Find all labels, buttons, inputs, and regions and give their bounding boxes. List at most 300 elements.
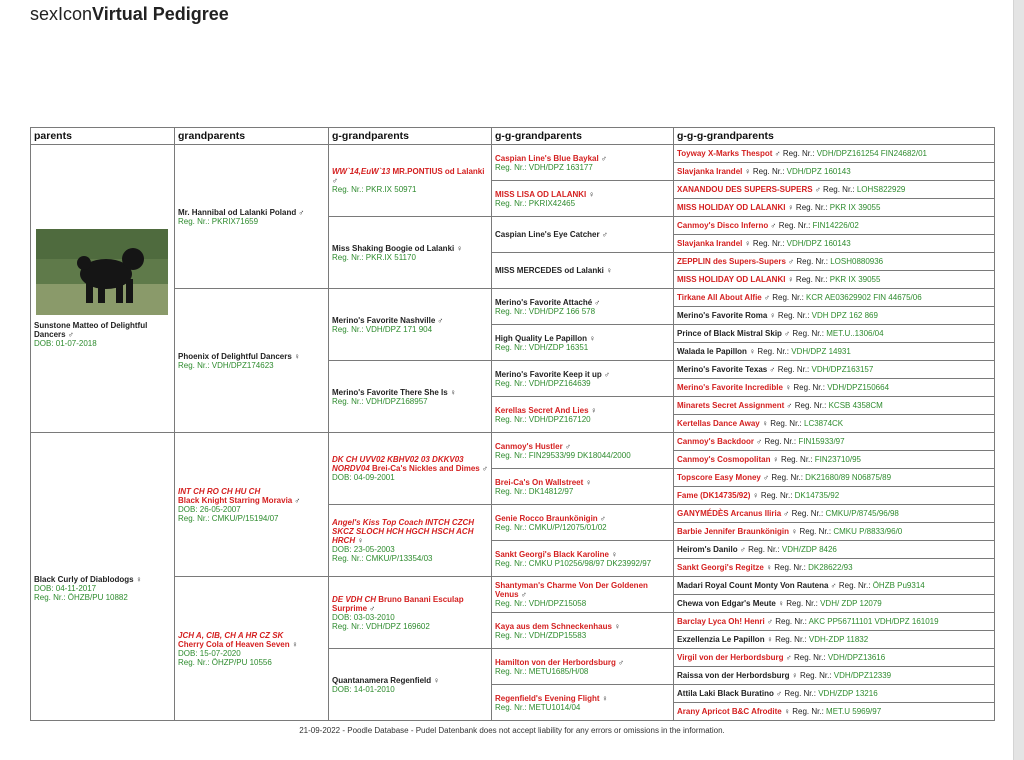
reg-value: AKC PP56711101 VDH/DPZ 161019 — [808, 617, 939, 626]
reg-number: Reg. Nr.: VDH/DPZ164639 — [495, 378, 591, 388]
reg-value: VDH/DPZ12339 — [833, 671, 892, 680]
g-g-g-grandparent-cell — [674, 415, 995, 433]
g-g-g-grandparent-name[interactable]: Slavjanka Irandel — [677, 239, 743, 248]
grandparent-name[interactable]: Mr. Hannibal od Lalanki Poland — [178, 207, 297, 217]
g-g-g-grandparent-name[interactable]: Heirom's Danilo — [677, 545, 738, 554]
reg-number: Reg. Nr.: CMKU P10256/98/97 DK23992/97 — [495, 558, 652, 568]
g-g-g-grandparent-name[interactable]: Merino's Favorite Roma — [677, 311, 768, 320]
sex-symbol: ♂ — [770, 221, 777, 230]
reg-number — [775, 635, 868, 644]
reg-number: Reg. Nr.: DK14812/97 — [495, 486, 574, 496]
sex-symbol: ♀ — [787, 275, 794, 284]
reg-value: PKR IX 39055 — [829, 203, 881, 212]
grandparent-cell-sd — [175, 289, 329, 433]
reg-number: Reg. Nr.: VDH/ZDP 16351 — [495, 342, 589, 352]
g-grandparent-name[interactable]: Bruno Banani Esculap Surprime — [332, 594, 464, 613]
reg-value: VDH/DPZ 160143 — [786, 167, 851, 176]
reg-number: Reg. Nr.: CMKU/P/15194/07 — [178, 513, 279, 523]
g-g-g-grandparent-name[interactable]: Sankt Georgi's Regitze — [677, 563, 764, 572]
pedigree-row — [31, 289, 995, 307]
g-g-grandparent-cell — [492, 505, 674, 541]
g-g-g-grandparent-cell — [674, 271, 995, 289]
g-g-g-grandparent-name[interactable]: Virgil von der Herbordsburg — [677, 653, 784, 662]
reg-number: Reg. Nr.: PKRIX71659 — [178, 216, 259, 226]
reg-number: Reg. Nr.: VDH/DPZ 163177 — [495, 162, 593, 172]
sex-symbol: ♂ — [564, 441, 571, 451]
dog-photo — [36, 229, 168, 315]
g-g-g-grandparent-cell — [674, 307, 995, 325]
g-grandparent-name[interactable]: MR.PONTIUS od Lalanki — [392, 167, 485, 176]
col-header-grandparents: grandparents — [175, 128, 329, 145]
reg-number: Reg. Nr.: VDH/DPZ168957 — [332, 396, 428, 406]
g-g-g-grandparent-name[interactable]: Canmoy's Backdoor — [677, 437, 755, 446]
brand-title — [30, 4, 229, 25]
title-text: JCH A, CIB, CH A HR CZ SK — [178, 630, 284, 640]
grandparent-cell-ss — [175, 145, 329, 289]
sex-symbol: ♂ — [769, 365, 776, 374]
g-grandparent-cell — [329, 217, 492, 289]
sex-symbol: ♂ — [785, 653, 792, 662]
g-g-grandparent-cell — [492, 361, 674, 397]
g-g-g-grandparent-name[interactable]: Barbie Jennifer Braunkönigin — [677, 527, 790, 536]
reg-value: KCR AE03629902 FIN 44675/06 — [806, 293, 922, 302]
g-g-g-grandparent-cell — [674, 649, 995, 667]
dob-text: DOB: 04-11-2017 — [34, 584, 97, 593]
g-g-grandparent-name[interactable]: MISS LISA OD LALANKI — [495, 189, 587, 199]
reg-label: Reg. Nr.: — [777, 311, 810, 320]
g-g-grandparent-name[interactable]: Canmoy's Hustler — [495, 441, 563, 451]
reg-value: ÖHZB Pu9314 — [872, 581, 925, 590]
sex-symbol: ♂ — [332, 176, 338, 185]
reg-number: Reg. Nr.: PKR.IX 51170 — [332, 252, 416, 262]
reg-number — [800, 527, 903, 536]
reg-label: Reg. Nr.: — [796, 257, 828, 266]
reg-value: VDH/DPZ163157 — [811, 365, 874, 374]
sex-symbol: ♀ — [589, 333, 596, 343]
reg-value: FIN14226/02 — [812, 221, 859, 230]
sex-symbol: ♂ — [763, 473, 770, 482]
reg-value: DK21680/89 N06875/89 — [805, 473, 892, 482]
title-text: Angel's Kiss Top Coach INTCH CZCH SKCZ SLOCH HCH HGCH HSCH ACH HRCH — [332, 518, 475, 545]
reg-label: Reg. Nr.: — [794, 653, 826, 662]
dob-text: DOB: 04-09-2001 — [332, 473, 395, 482]
g-g-g-grandparent-name[interactable]: XANANDOU DES SUPERS-SUPERS — [677, 185, 813, 194]
sex-symbol: ♀ — [791, 671, 798, 680]
sex-symbol: ♂ — [601, 230, 608, 239]
sex-symbol: ♀ — [357, 536, 364, 545]
reg-number: Reg. Nr.: VDH/DPZ 171 904 — [332, 324, 433, 334]
title-text: INT CH RO CH HU CH — [178, 486, 261, 496]
reg-value: VDH/DPZ150664 — [827, 383, 890, 392]
dob-text: DOB: 15-07-2020 — [178, 648, 241, 658]
g-g-g-grandparent-name[interactable]: Tirkane All About Alfie — [677, 293, 762, 302]
g-g-g-grandparent-cell — [674, 667, 995, 685]
g-g-grandparent-cell — [492, 217, 674, 253]
sex-symbol: ♀ — [135, 575, 142, 584]
sex-symbol: ♀ — [769, 311, 776, 320]
g-g-g-grandparent-cell — [674, 595, 995, 613]
g-g-g-grandparent-name[interactable]: Slavjanka Irandel — [677, 167, 743, 176]
reg-value: DK28622/93 — [808, 563, 853, 572]
reg-label: Reg. Nr.: — [784, 689, 816, 698]
reg-value: PKR IX 39055 — [829, 275, 881, 284]
reg-number — [796, 275, 881, 284]
col-header-parents: parents — [31, 128, 175, 145]
reg-number — [761, 491, 839, 500]
reg-value: LOSH0880936 — [830, 257, 884, 266]
g-g-g-grandparent-cell — [674, 703, 995, 721]
reg-number: Reg. Nr.: PKR.IX 50971 — [332, 185, 417, 194]
g-g-grandparent-cell — [492, 325, 674, 361]
g-g-grandparent-name[interactable]: Merino's Favorite Attaché — [495, 297, 593, 307]
g-g-g-grandparent-name[interactable]: Exzellenzia Le Papillon — [677, 635, 765, 644]
grandparent-cell-dd — [175, 577, 329, 721]
g-g-grandparent-name[interactable]: Kerellas Secret And Lies — [495, 405, 589, 415]
g-g-g-grandparent-cell — [674, 559, 995, 577]
g-g-g-grandparent-name[interactable]: Minarets Secret Assignment — [677, 401, 785, 410]
g-g-g-grandparent-cell — [674, 433, 995, 451]
g-g-g-grandparent-name[interactable]: Toyway X-Marks Thespot — [677, 149, 773, 158]
reg-label: Reg. Nr.: — [764, 437, 797, 446]
g-g-g-grandparent-cell — [674, 577, 995, 595]
reg-value: KCSB 4358CM — [828, 401, 883, 410]
g-g-g-grandparent-name[interactable]: Madari Royal Count Monty Von Rautena — [677, 581, 829, 590]
reg-number — [792, 707, 881, 716]
reg-label: Reg. Nr.: — [795, 275, 828, 284]
parent-name[interactable]: Sunstone Matteo of Delightful Dancers — [34, 321, 148, 339]
reg-value: VDH/DPZ 160143 — [786, 239, 851, 248]
g-g-grandparent-name[interactable]: Genie Rocco Braunkönigin — [495, 513, 598, 523]
dob-text: DOB: 26-05-2007 — [178, 504, 241, 514]
reg-label: Reg. Nr.: — [748, 545, 780, 554]
g-grandparent-cell — [329, 433, 492, 505]
reg-number — [793, 383, 889, 392]
pedigree-row — [31, 577, 995, 595]
sex-symbol: ♀ — [744, 167, 751, 176]
sex-symbol: ♀ — [433, 675, 440, 685]
g-g-grandparent-name[interactable]: Merino's Favorite Keep it up — [495, 369, 602, 379]
g-g-g-grandparent-name[interactable]: Kertellas Dance Away — [677, 419, 760, 428]
reg-number — [796, 203, 881, 212]
reg-number — [781, 455, 861, 464]
brand-prefix: sexIcon — [30, 4, 93, 24]
reg-number — [792, 329, 883, 338]
g-g-grandparent-cell — [492, 253, 674, 289]
title-text: DK CH UVV02 KBHV02 03 DKKV03 NORDV04 — [332, 455, 464, 473]
reg-label: Reg. Nr.: — [772, 293, 804, 302]
g-grandparent-name[interactable]: Merino's Favorite There She Is — [332, 387, 448, 397]
reg-number — [800, 671, 891, 680]
reg-value: MET.U..1306/04 — [826, 329, 884, 338]
g-g-grandparent-cell — [492, 577, 674, 613]
reg-number — [753, 167, 851, 176]
g-g-grandparent-cell — [492, 469, 674, 505]
reg-value: LC3874CK — [804, 419, 844, 428]
g-g-g-grandparent-cell — [674, 181, 995, 199]
pedigree-row — [31, 145, 995, 163]
sex-symbol: ♂ — [774, 149, 781, 158]
brand-main: Virtual Pedigree — [92, 4, 229, 24]
reg-number — [778, 311, 878, 320]
g-g-grandparent-cell — [492, 685, 674, 721]
reg-number — [770, 419, 843, 428]
g-g-g-grandparent-cell — [674, 379, 995, 397]
reg-value: VDH/DPZ13616 — [827, 653, 886, 662]
g-g-g-grandparent-cell — [674, 199, 995, 217]
g-g-g-grandparent-name[interactable]: Chewa von Edgar's Meute — [677, 599, 776, 608]
g-grandparent-cell — [329, 145, 492, 217]
g-g-g-grandparent-cell — [674, 685, 995, 703]
g-g-grandparent-cell — [492, 613, 674, 649]
g-g-g-grandparent-name[interactable]: Prince of Black Mistral Skip — [677, 329, 782, 338]
col-header-g-grandparents: g-grandparents — [329, 128, 492, 145]
g-g-grandparent-name[interactable]: Kaya aus dem Schneckenhaus — [495, 621, 612, 631]
g-grandparent-cell — [329, 649, 492, 721]
reg-label: Reg. Nr.: — [774, 563, 806, 572]
reg-number — [784, 689, 877, 698]
sex-symbol: ♀ — [749, 347, 756, 356]
reg-value: MET.U 5969/97 — [826, 707, 882, 716]
sex-symbol: ♂ — [814, 185, 821, 194]
footer-disclaimer: 21-09-2022 - Poodle Database - Pudel Datenbank does not accept liability for any errors or omissions in the information. — [299, 726, 725, 735]
reg-number: Reg. Nr.: VDH/DPZ174623 — [178, 360, 274, 370]
g-grandparent-cell — [329, 361, 492, 433]
g-g-g-grandparent-cell — [674, 217, 995, 235]
reg-label: Reg. Nr.: — [792, 329, 824, 338]
reg-number: Reg. Nr.: CMKU/P/13354/03 — [332, 554, 433, 563]
reg-number: Reg. Nr.: VDH/DPZ15058 — [495, 599, 587, 608]
g-g-g-grandparent-name[interactable]: Canmoy's Disco Inferno — [677, 221, 769, 230]
window-edge — [1013, 0, 1024, 760]
parent-cell-dam — [31, 433, 175, 721]
reg-number: Reg. Nr.: PKRIX42465 — [495, 198, 576, 208]
g-g-g-grandparent-name[interactable]: Topscore Easy Money — [677, 473, 761, 482]
reg-number — [779, 221, 859, 230]
sex-symbol: ♂ — [599, 513, 606, 523]
reg-label: Reg. Nr.: — [778, 221, 811, 230]
g-g-g-grandparent-cell — [674, 469, 995, 487]
sex-symbol: ♀ — [614, 621, 621, 631]
sex-symbol: ♂ — [739, 545, 746, 554]
reg-number — [778, 365, 874, 374]
sex-symbol: ♂ — [437, 315, 444, 325]
reg-label: Reg. Nr.: — [793, 383, 825, 392]
g-grandparent-name[interactable]: Miss Shaking Boogie od Lalanki — [332, 243, 455, 253]
dob-text: DOB: 14-01-2010 — [332, 684, 395, 694]
sex-symbol: ♂ — [298, 207, 305, 217]
reg-label: Reg. Nr.: — [823, 185, 855, 194]
sex-symbol: ♀ — [585, 477, 592, 487]
g-g-grandparent-name[interactable]: MISS MERCEDES od Lalanki — [495, 266, 604, 275]
reg-value: VDH/ZDP 13216 — [818, 689, 878, 698]
reg-number: Reg. Nr.: METU1685/H/08 — [495, 666, 589, 676]
g-g-g-grandparent-cell — [674, 343, 995, 361]
g-g-g-grandparent-name[interactable]: Merino's Favorite Texas — [677, 365, 768, 374]
reg-number — [774, 563, 852, 572]
g-g-g-grandparent-name[interactable]: ZEPPLIN des Supers-Supers — [677, 257, 786, 266]
reg-label: Reg. Nr.: — [777, 365, 810, 374]
g-g-g-grandparent-cell — [674, 505, 995, 523]
parent-name[interactable]: Black Curly of Diablodogs — [34, 575, 134, 584]
sex-symbol: ♀ — [601, 693, 608, 703]
sex-symbol: ♂ — [766, 617, 773, 626]
reg-value: DK14735/92 — [794, 491, 840, 500]
sex-symbol: ♀ — [752, 491, 759, 500]
reg-number — [796, 257, 883, 266]
reg-label: Reg. Nr.: — [794, 401, 827, 410]
reg-number — [748, 545, 837, 554]
g-g-g-grandparent-cell — [674, 397, 995, 415]
sex-symbol: ♂ — [786, 401, 793, 410]
reg-value: VDH DPZ 162 869 — [811, 311, 878, 320]
reg-label: Reg. Nr.: — [838, 581, 871, 590]
g-g-g-grandparent-cell — [674, 325, 995, 343]
reg-label: Reg. Nr.: — [780, 455, 813, 464]
reg-value: VDH/ ZDP 12079 — [820, 599, 882, 608]
reg-value: FIN15933/97 — [798, 437, 845, 446]
reg-number — [765, 437, 845, 446]
g-g-grandparent-name[interactable]: Caspian Line's Blue Baykal — [495, 153, 599, 163]
g-g-g-grandparent-name[interactable]: Canmoy's Cosmopolitan — [677, 455, 771, 464]
g-g-g-grandparent-name[interactable]: Walada le Papillon — [677, 347, 747, 356]
reg-number — [783, 149, 927, 158]
reg-number: Reg. Nr.: VDH/DPZ 166 578 — [495, 306, 596, 316]
reg-label: Reg. Nr.: — [799, 527, 832, 536]
g-grandparent-name[interactable]: Brei-Ca's Nickles and Dimes — [372, 464, 480, 473]
grandparent-name[interactable]: Phoenix of Delightful Dancers — [178, 351, 292, 361]
reg-number — [792, 509, 899, 518]
g-grandparent-name[interactable]: Merino's Favorite Nashville — [332, 315, 436, 325]
g-g-grandparent-name[interactable]: Caspian Line's Eye Catcher — [495, 230, 600, 239]
g-g-g-grandparent-name[interactable]: Raissa von der Herbordsburg — [677, 671, 790, 680]
sex-symbol: ♂ — [67, 330, 74, 339]
sex-symbol: ♂ — [520, 590, 527, 599]
reg-number: Reg. Nr.: CMKU/P/12075/01/02 — [495, 522, 607, 532]
dob-text: DOB: 23-05-2003 — [332, 545, 395, 554]
sex-symbol: ♀ — [766, 635, 773, 644]
reg-number: Reg. Nr.: VDH/DPZ167120 — [495, 414, 591, 424]
g-g-grandparent-name[interactable]: High Quality Le Papillon — [495, 333, 588, 343]
reg-number — [839, 581, 925, 590]
reg-label: Reg. Nr.: — [770, 419, 802, 428]
g-grandparent-name[interactable]: Quantanamera Regenfield — [332, 675, 432, 685]
sex-symbol: ♀ — [611, 549, 618, 559]
reg-value: VDH-ZDP 11832 — [808, 635, 869, 644]
sex-symbol: ♀ — [783, 707, 790, 716]
sex-symbol: ♀ — [787, 203, 794, 212]
reg-number: Reg. Nr.: ÖHZP/PU 10556 — [178, 657, 272, 667]
grandparent-name[interactable]: Black Knight Starring Moravia — [178, 495, 293, 505]
g-g-grandparent-cell — [492, 397, 674, 433]
reg-number — [775, 617, 938, 626]
reg-value: VDH/ZDP 8426 — [781, 545, 837, 554]
sex-symbol: ♂ — [776, 689, 783, 698]
reg-number — [772, 293, 921, 302]
reg-label: Reg. Nr.: — [752, 167, 785, 176]
reg-label: Reg. Nr.: — [775, 617, 807, 626]
sex-symbol: ♂ — [594, 297, 601, 307]
pedigree-table — [30, 127, 995, 721]
sex-symbol: ♀ — [791, 527, 798, 536]
g-g-g-grandparent-cell — [674, 487, 995, 505]
reg-number — [795, 401, 883, 410]
pedigree-row — [31, 433, 995, 451]
sex-symbol: ♀ — [449, 387, 456, 397]
g-g-grandparent-cell — [492, 289, 674, 325]
sex-symbol: ♀ — [294, 351, 301, 361]
g-g-g-grandparent-name[interactable]: Arany Apricot B&C Afrodite — [677, 707, 782, 716]
reg-label: Reg. Nr.: — [795, 203, 828, 212]
g-g-g-grandparent-name[interactable]: MISS HOLIDAY OD LALANKI — [677, 275, 786, 284]
g-g-g-grandparent-name[interactable]: Barclay Lyca Oh! Henri — [677, 617, 765, 626]
g-g-grandparent-name[interactable]: Sankt Georgi's Black Karoline — [495, 549, 609, 559]
sex-symbol: ♀ — [761, 419, 768, 428]
grandparent-cell-ds — [175, 433, 329, 577]
g-g-grandparent-name[interactable]: Regenfield's Evening Flight — [495, 693, 600, 703]
reg-label: Reg. Nr.: — [782, 149, 815, 158]
g-g-g-grandparent-cell — [674, 541, 995, 559]
g-g-grandparent-cell — [492, 181, 674, 217]
sex-symbol: ♂ — [830, 581, 837, 590]
reg-number: Reg. Nr.: ÖHZB/PU 10882 — [34, 593, 128, 602]
reg-label: Reg. Nr.: — [760, 491, 793, 500]
g-g-grandparent-name[interactable]: Brei-Ca's On Wallstreet — [495, 477, 584, 487]
g-g-g-grandparent-name[interactable]: Attila Laki Black Buratino — [677, 689, 774, 698]
reg-label: Reg. Nr.: — [775, 635, 807, 644]
reg-number — [794, 653, 885, 662]
reg-value: FIN23710/95 — [814, 455, 862, 464]
g-g-g-grandparent-cell — [674, 613, 995, 631]
reg-number: Reg. Nr.: METU1014/04 — [495, 702, 581, 712]
g-g-grandparent-cell — [492, 145, 674, 181]
reg-number — [771, 473, 891, 482]
grandparent-name[interactable]: Cherry Cola of Heaven Seven — [178, 639, 290, 649]
sex-symbol: ♀ — [291, 639, 298, 649]
g-g-grandparent-name[interactable]: Hamilton von der Herbordsburg — [495, 657, 616, 667]
g-g-grandparent-cell — [492, 649, 674, 685]
reg-number — [786, 599, 881, 608]
sex-symbol: ♂ — [618, 657, 625, 667]
sex-symbol: ♀ — [744, 239, 751, 248]
sex-symbol: ♀ — [778, 599, 785, 608]
sex-symbol: ♀ — [785, 383, 792, 392]
sex-symbol: ♂ — [369, 603, 376, 613]
reg-number — [753, 239, 851, 248]
g-g-g-grandparent-name[interactable]: MISS HOLIDAY OD LALANKI — [677, 203, 786, 212]
g-g-grandparent-name[interactable]: Shantyman's Charme Von Der Goldenen Venus — [495, 581, 648, 599]
g-g-g-grandparent-name[interactable]: Fame (DK14735/92) — [677, 491, 751, 500]
g-g-g-grandparent-name[interactable]: Merino's Favorite Incredible — [677, 383, 783, 392]
sex-symbol: ♂ — [600, 153, 607, 163]
reg-number: Reg. Nr.: VDH/DPZ 169602 — [332, 621, 430, 631]
sex-symbol: ♀ — [588, 189, 595, 199]
g-g-g-grandparent-cell — [674, 451, 995, 469]
col-header-g-g-grandparents: g-g-grandparents — [492, 128, 674, 145]
g-g-g-grandparent-name[interactable]: GANYMÉDÈS Arcanus Iliria — [677, 509, 782, 518]
dob-text: DOB: 01-07-2018 — [34, 339, 97, 348]
g-g-g-grandparent-cell — [674, 631, 995, 649]
reg-label: Reg. Nr.: — [792, 707, 824, 716]
sex-symbol: ♀ — [606, 266, 613, 275]
g-g-g-grandparent-cell — [674, 289, 995, 307]
reg-label: Reg. Nr.: — [786, 599, 818, 608]
reg-value: VDH/DPZ 14931 — [791, 347, 851, 356]
dob-text: DOB: 03-03-2010 — [332, 612, 395, 622]
g-grandparent-cell — [329, 289, 492, 361]
g-g-g-grandparent-cell — [674, 163, 995, 181]
reg-value: CMKU P/8833/96/0 — [833, 527, 903, 536]
sex-symbol: ♀ — [590, 405, 597, 415]
